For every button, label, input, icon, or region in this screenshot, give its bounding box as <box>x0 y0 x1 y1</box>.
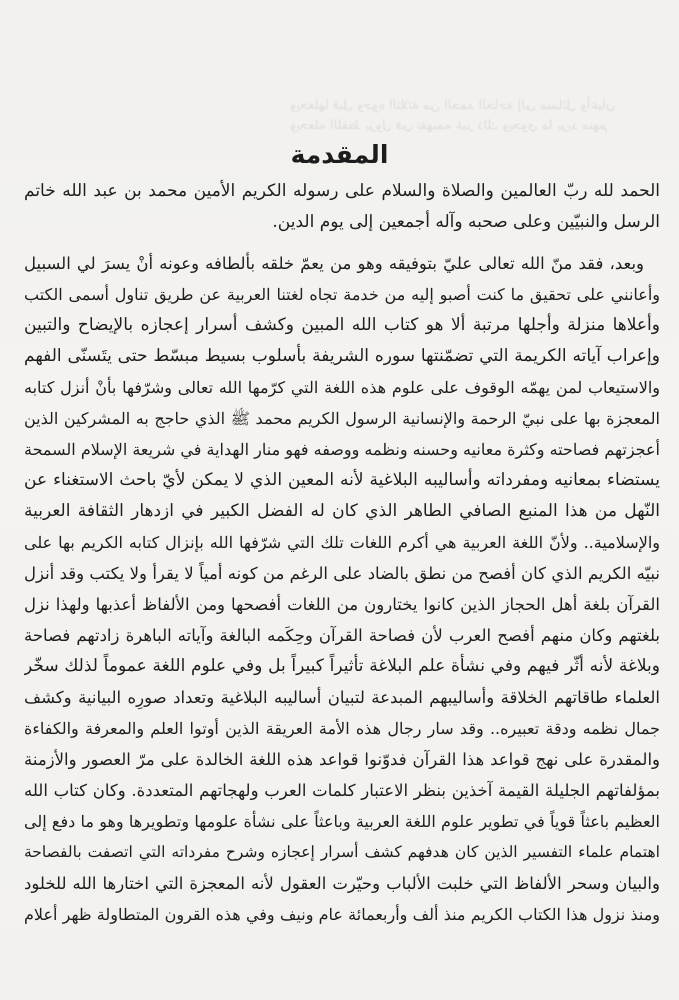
text-line: بمؤلفاتهم الجليلة القيمة آخذين بنظر الاعتبار كلمات العرب ولهجاتهم المتعددة. وكان كتاب الله <box>24 781 660 800</box>
text-line: نبيّه الكريم الذي كان أفصح من نطق بالضاد على الرغم من كونه أمياً لا يقرأ ولا يكتب وقد أنزل <box>24 564 660 583</box>
text-line: يستضاء بمعانيه ومفرداته وأساليبه البلاغية لأنه المعين الذي لا يمكن لأيّ باحث الاستغناء عن <box>24 470 660 490</box>
page-heading: المقدمة <box>290 140 389 169</box>
text-line: جمال نظمه ودقة تعبيره.. وقد سار رجال هذه الأمة العريقة الذين أوتوا العلم والمعرفة والكفاءة <box>24 719 660 738</box>
bleed-through-text <box>290 96 670 136</box>
text-line: وأعانني على تحقيق ما كنت أصبو إليه من خدمة تجاه لغتنا العربية عن طريق تناول أسمى الكتب <box>24 285 660 304</box>
text-line: ومنذ نزول هذا الكتاب الكريم منذ ألف وأربعمائة عام ونيف وفي هذه القرون المتطاولة ظهر أعلام <box>24 905 660 924</box>
text-line: بلغتهم وكان منهم أفصح العرب لأن فصاحة القرآن وحِكَمه البالغة وآياته الباهرة زادتهم فصاحة <box>24 626 660 645</box>
paragraph-main <box>24 248 660 930</box>
text-line: والاستيعاب لمن يهمّه الوقوف على علوم هذه اللغة التي كرّمها الله تعالى وشرّفها بأنْ أنزل كتابه <box>24 378 660 397</box>
text-line: والبيان وسحر الألفاظ التي خلبت الألباب وحيّرت العقول لأنه المعجزة التي اختارها الله للخلود <box>24 874 660 893</box>
text-line: وإعراب آياته الكريمة التي تضمّنتها سوره الشريفة بأسلوب بسيط مبسّط حتى يتَسنّى الفهم <box>24 346 660 366</box>
text-line: العلماء طاقاتهم الخلاقة وأساليبهم المبدعة لتبيان أساليبه البلاغية وتعداد صورِه البيانية وكشف <box>24 688 660 707</box>
bleed-line: ويجعلها قبل وجوه الثلاثة من الحمد الحاجة إلى مسائل وأعيان <box>290 98 616 113</box>
text-line: والإسلامية.. ولأنّ اللغة العربية هي أكرم اللغات تلك التي شرّفها الله بإنزال كتابه الكريم بها على <box>24 533 660 552</box>
text-line: وبعد، فقد منّ الله تعالى عليّ بتوفيقه وهو من يعمّ خلقه بألطافه وعونه أنْ يسرَ لي السبيل <box>24 254 644 273</box>
text-line: العظيم باعثاً قوياً في تطوير علوم اللغة العربية وباعثاً على نشأة علومها وتطويرها وهو ما دفع إلى <box>24 812 660 831</box>
text-line: النّهل من هذا المنبع الصافي الطاهر الذي كان له الفضل الكبير في ازدهار الثقافة العربية <box>24 501 660 521</box>
text-line: أعجزتهم فصاحته وكثرة معانيه وحسنه ونظمه ووصفه فهو منار الهداية في شريعة الإسلام السمحة <box>24 440 660 459</box>
text-line: الحمد لله ربّ العالمين والصلاة والسلام على رسوله الكريم الأمين محمد بن عبد الله خاتم <box>24 181 660 201</box>
bleed-line: ويجعله اللفظ يزول في تفهيمه غير ذلك ويحوي ما يريد منهم <box>290 118 608 133</box>
paragraph-opening <box>24 176 660 238</box>
text-line: وبلاغة لأنه أثّر فيهم وفي نشأة علم البلاغة تأثيراً كبيراً بل وفي علوم اللغة عموماً لذلك سخّر <box>24 656 660 676</box>
text-line: القرآن بلغة أهل الحجاز الذين كانوا يختارون من اللغات أفصحها ومن الألفاظ أعذبها ولهذا نزل <box>24 595 660 614</box>
text-line: والمقدرة على نهج قواعد هذا القرآن فدوّنوا قواعد هذه اللغة الخالدة على مرّ العصور والأزمنة <box>24 750 660 769</box>
text-line: اهتمام علماء التفسير الذين كان هدفهم كشف أسرار إعجازه وشرح مفرداته التي اتصفت بالفصاحة <box>24 843 660 861</box>
text-line: الرسل والنبيّين وعلى صحبه وآله أجمعين إلى يوم الدين. <box>272 212 660 232</box>
text-line: المعجزة بها على نبيّ الرحمة والإنسانية الرسول الكريم محمد ﷺ الذي حاجج به المشركين الذين <box>24 409 660 428</box>
text-line: وأعلاها منزلة وأجلها مرتبة ألا هو كتاب الله المبين وكشف أسرار إعجازه بالإيضاح والتبين <box>24 315 660 335</box>
body-text <box>24 176 660 930</box>
